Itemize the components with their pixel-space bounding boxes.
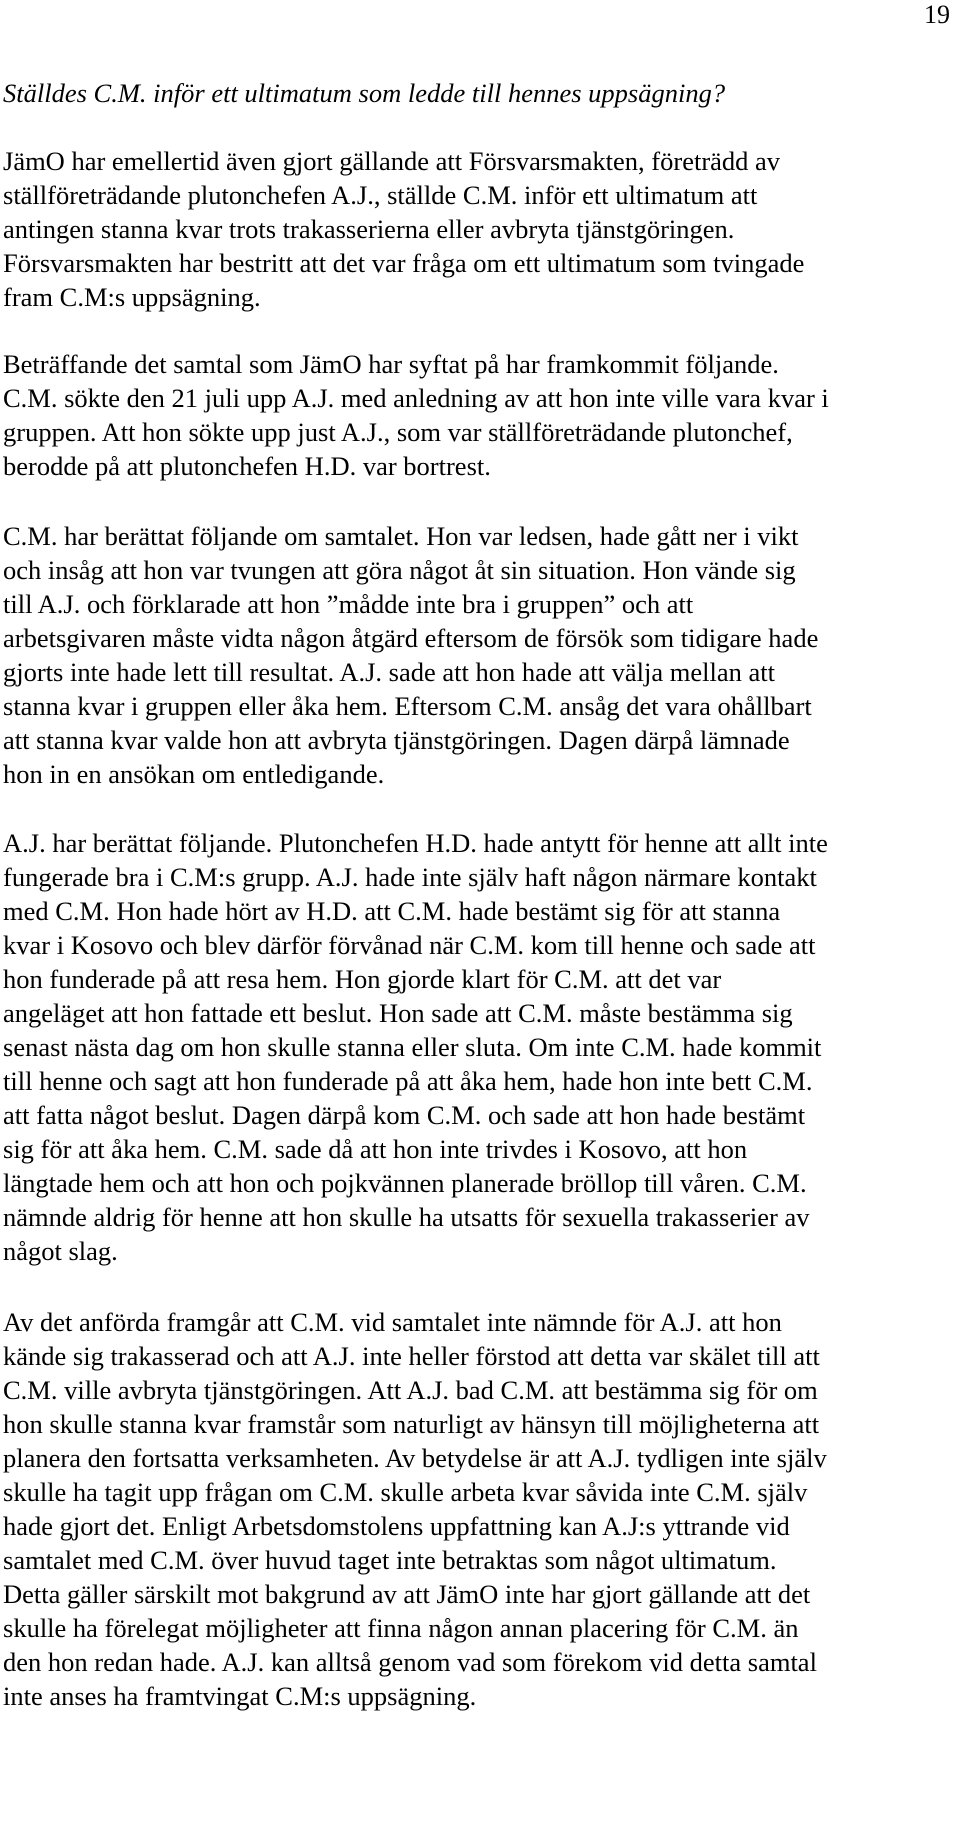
text-line: kvar i Kosovo och blev därför förvånad när C.M. kom till henne och sade att	[3, 930, 816, 960]
text-line: gruppen. Att hon sökte upp just A.J., som var ställföreträdande plutonchef,	[3, 417, 793, 447]
text-line: JämO har emellertid även gjort gällande att Försvarsmakten, företrädd av	[3, 146, 781, 176]
text-line: fram C.M:s uppsägning.	[3, 282, 261, 312]
text-line: och insåg att hon var tvungen att göra något åt sin situation. Hon vände sig	[3, 555, 796, 585]
paragraph	[3, 519, 953, 791]
heading-line: Ställdes C.M. inför ett ultimatum som ledde till hennes uppsägning?	[3, 78, 726, 108]
text-line: planera den fortsatta verksamheten. Av betydelse är att A.J. tydligen inte själv	[3, 1443, 827, 1473]
text-line: sig för att åka hem. C.M. sade då att hon inte trivdes i Kosovo, att hon	[3, 1134, 748, 1164]
text-line: skulle ha förelegat möjligheter att finna någon annan placering för C.M. än	[3, 1613, 799, 1643]
paragraph	[3, 1305, 953, 1713]
text-line: kände sig trakasserad och att A.J. inte heller förstod att detta var skälet till att	[3, 1341, 820, 1371]
text-line: hon in en ansökan om entledigande.	[3, 759, 385, 789]
text-line: att fatta något beslut. Dagen därpå kom C.M. och sade att hon hade bestämt	[3, 1100, 806, 1130]
text-line: arbetsgivaren måste vidta någon åtgärd eftersom de försök som tidigare hade	[3, 623, 819, 653]
document-body	[3, 76, 953, 1713]
text-line: gjorts inte hade lett till resultat. A.J. sade att hon hade att välja mellan att	[3, 657, 775, 687]
text-line: att stanna kvar valde hon att avbryta tjänstgöringen. Dagen därpå lämnade	[3, 725, 790, 755]
text-line: Försvarsmakten har bestritt att det var fråga om ett ultimatum som tvingade	[3, 248, 805, 278]
paragraph	[3, 347, 953, 483]
text-line: hon funderade på att resa hem. Hon gjorde klart för C.M. att det var	[3, 964, 722, 994]
text-line: Beträffande det samtal som JämO har syftat på har framkommit följande.	[3, 349, 779, 379]
text-line: senast nästa dag om hon skulle stanna eller sluta. Om inte C.M. hade kommit	[3, 1032, 822, 1062]
text-line: angeläget att hon fattade ett beslut. Hon sade att C.M. måste bestämma sig	[3, 998, 793, 1028]
text-line: C.M. ville avbryta tjänstgöringen. Att A.J. bad C.M. att bestämma sig för om	[3, 1375, 818, 1405]
text-line: antingen stanna kvar trots trakasserierna eller avbryta tjänstgöringen.	[3, 214, 735, 244]
text-line: den hon redan hade. A.J. kan alltså genom vad som förekom vid detta samtal	[3, 1647, 817, 1677]
text-line: hon skulle stanna kvar framstår som naturligt av hänsyn till möjligheterna att	[3, 1409, 820, 1439]
text-line: hade gjort det. Enligt Arbetsdomstolens uppfattning kan A.J:s yttrande vid	[3, 1511, 790, 1541]
paragraph	[3, 826, 953, 1268]
text-line: Detta gäller särskilt mot bakgrund av att JämO inte har gjort gällande att det	[3, 1579, 811, 1609]
text-line: C.M. sökte den 21 juli upp A.J. med anledning av att hon inte ville vara kvar i	[3, 383, 829, 413]
text-line: stanna kvar i gruppen eller åka hem. Eftersom C.M. ansåg det vara ohållbart	[3, 691, 812, 721]
page-number: 19	[924, 0, 950, 29]
text-line: fungerade bra i C.M:s grupp. A.J. hade inte själv haft någon närmare kontakt	[3, 862, 817, 892]
text-line: inte anses ha framtvingat C.M:s uppsägning.	[3, 1681, 477, 1711]
text-line: Av det anförda framgår att C.M. vid samtalet inte nämnde för A.J. att hon	[3, 1307, 782, 1337]
text-line: berodde på att plutonchefen H.D. var bortrest.	[3, 451, 491, 481]
text-line: till A.J. och förklarade att hon ”mådde inte bra i gruppen” och att	[3, 589, 694, 619]
text-line: C.M. har berättat följande om samtalet. Hon var ledsen, hade gått ner i vikt	[3, 521, 799, 551]
text-line: längtade hem och att hon och pojkvännen planerade bröllop till våren. C.M.	[3, 1168, 807, 1198]
section-question-heading	[3, 76, 953, 110]
text-line: skulle ha tagit upp frågan om C.M. skulle arbeta kvar såvida inte C.M. själv	[3, 1477, 808, 1507]
text-line: något slag.	[3, 1236, 118, 1266]
text-line: till henne och sagt att hon funderade på att åka hem, hade hon inte bett C.M.	[3, 1066, 813, 1096]
text-line: med C.M. Hon hade hört av H.D. att C.M. hade bestämt sig för att stanna	[3, 896, 781, 926]
paragraph	[3, 144, 953, 314]
text-line: ställföreträdande plutonchefen A.J., ställde C.M. inför ett ultimatum att	[3, 180, 758, 210]
text-line: nämnde aldrig för henne att hon skulle ha utsatts för sexuella trakasserier av	[3, 1202, 810, 1232]
text-line: A.J. har berättat följande. Plutonchefen H.D. hade antytt för henne att allt inte	[3, 828, 828, 858]
text-line: samtalet med C.M. över huvud taget inte betraktas som något ultimatum.	[3, 1545, 777, 1575]
